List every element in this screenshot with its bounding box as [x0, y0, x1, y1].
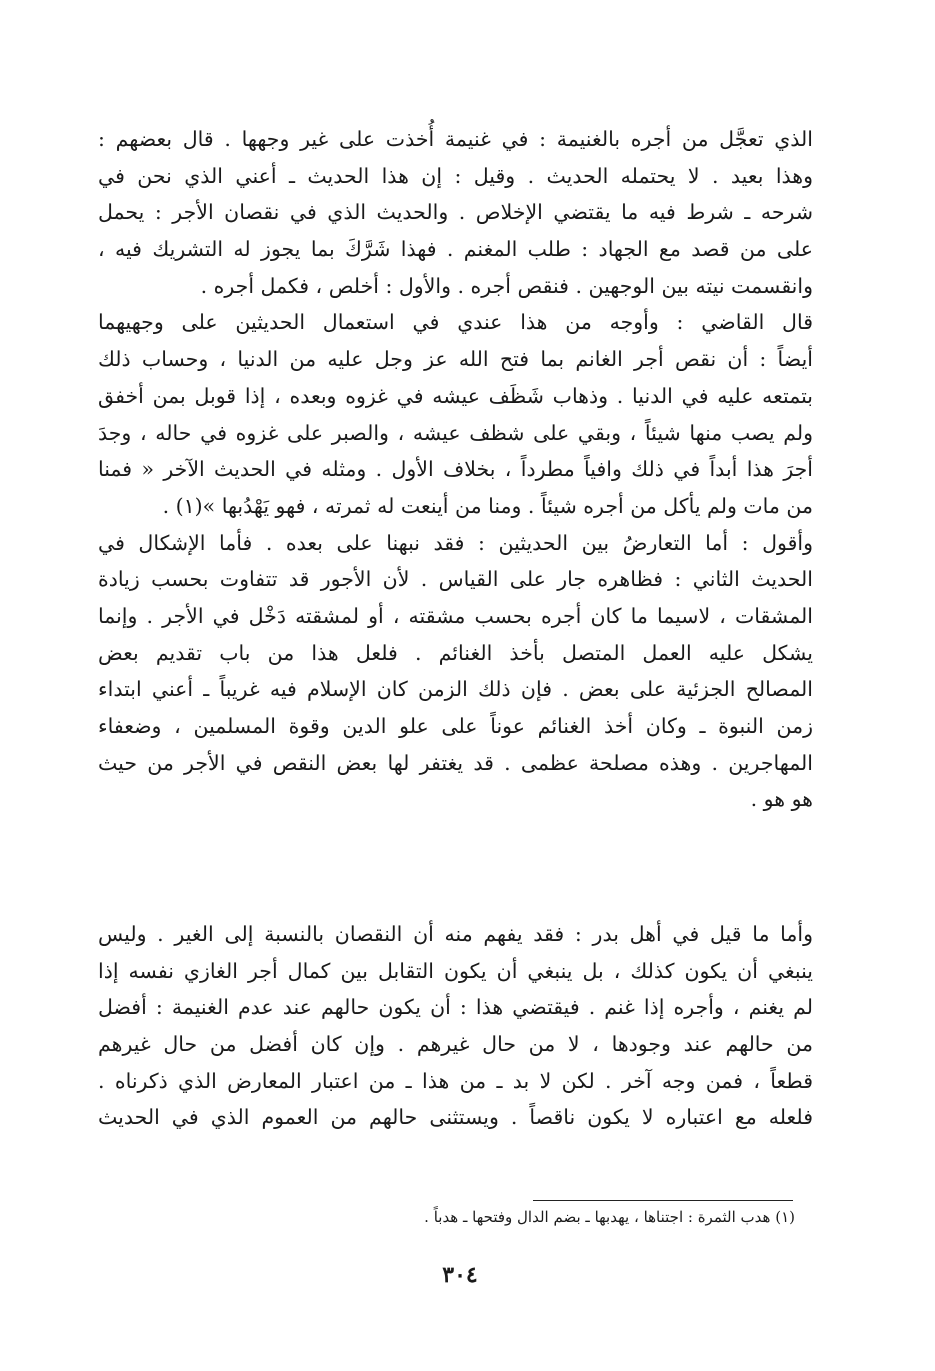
page-number: ٣٠٤: [442, 1262, 478, 1288]
text-line: وأقول : أما التعارضُ بين الحديثين : فقد نبهنا على بعده . فأما الإشكال في: [98, 530, 813, 555]
text-line: الذي تعجَّل من أجره بالغنيمة : في غنيمة أُخذت على غير وجهها . قال بعضهم :: [98, 127, 813, 151]
text-line: المهاجرين . وهذه مصلحة عظمى . قد يغتفر لها بعض النقص في الأجر من حيث: [98, 750, 813, 775]
text-line: المشقات ، لاسيما ما كان أجره بحسب مشقته ، أو لمشقته دَخْل في الأجر . وإنما: [98, 603, 813, 628]
footnote-separator: [533, 1200, 793, 1201]
text-line: فلعله مع اعتباره لا يكون ناقصاً . ويستثنى حالهم من العموم الذي في الحديث: [98, 1105, 813, 1130]
text-line: قال القاضي : وأوجه من هذا عندي في استعمال الحديثين على وجهيهما: [98, 310, 813, 335]
text-line: شرحه ـ شرط فيه ما يقتضي الإخلاص . والحديث الذي في نقصان الأجر : يحمل: [98, 200, 813, 225]
text-line: وانقسمت نيته بين الوجهين . فنقص أجره . والأول : أخلص ، فكمل أجره .: [200, 273, 813, 298]
text-line: من مات ولم يأكل من أجره شيئاً . ومنا من أينعت له ثمرته ، فهو يَهْدُبها »(١) .: [162, 493, 813, 518]
text-line: أجرَ هذا أبداً في ذلك وافياً مطرداً ، بخلاف الأول . ومثله في الحديث الآخر « فمنا: [98, 457, 813, 482]
text-line: بتمتعه عليه في الدنيا . وذهاب شَظَف عيشه في غزوه وبعده ، إذا قوبل بمن أخفق: [98, 383, 813, 408]
text-line: أيضاً : أن نقص أجر الغانم بما فتح الله عز وجل عليه من الدنيا ، وحساب ذلك: [98, 347, 813, 372]
main-text-block-2: [98, 916, 813, 1136]
text-line: ينبغي أن يكون كذلك ، بل ينبغي أن يكون التقابل بين كمال أجر الغازي نفسه إذا: [98, 958, 813, 983]
text-line: على من قصد مع الجهاد : طلب المغنم . فهذا شَرَّكَ بما يجوز له التشريك فيه ،: [98, 237, 813, 262]
text-line: وهذا بعيد . لا يحتمله الحديث . وقيل : إن هذا الحديث ـ أعني الذي نحن في: [98, 163, 813, 188]
text-line: الحديث الثاني : فظاهره جار على القياس . لأن الأجور قد تتفاوت بحسب زيادة: [98, 567, 813, 592]
text-line: زمن النبوة ـ وكان أخذ الغنائم عوناً على علو الدين وقوة المسلمين ، وضعفاء: [98, 714, 813, 738]
footnote: (١) هدب الثمرة : اجتناها ، يهدبها ـ بضم الدال وفتحها ـ هدباً .: [424, 1208, 795, 1226]
text-line: هو هو .: [750, 787, 813, 812]
text-line: لم يغنم ، وأجره إذا غنم . فيقتضي هذا : أن يكون حالهم عند عدم الغنيمة : أفضل: [98, 995, 813, 1020]
text-line: من حالهم عند وجودها ، لا من حال غيرهم . وإن كان أفضل من حال غيرهم: [98, 1032, 813, 1057]
text-line: ولم يصب منها شيئاً ، وبقي على شظف عيشه ، والصبر على غزوه في حاله ، وجدَ: [98, 420, 813, 445]
text-line: يشكل عليه العمل المتصل بأخذ الغنائم . فلعل هذا من باب تقديم بعض: [98, 640, 813, 665]
text-line: وأما ما قيل في أهل بدر : فقد يفهم منه أن النقصان بالنسبة إلى الغير . وليس: [98, 922, 813, 946]
text-line: قطعاً ، فمن وجه آخر . لكن لا بد ـ من هذا ـ من اعتبار المعارض الذي ذكرناه .: [98, 1068, 813, 1093]
main-text-block-1: [98, 121, 813, 818]
text-line: المصالح الجزئية على بعض . فإن ذلك الزمن كان الإسلام فيه غريباً ـ أعني ابتداء: [98, 677, 813, 702]
